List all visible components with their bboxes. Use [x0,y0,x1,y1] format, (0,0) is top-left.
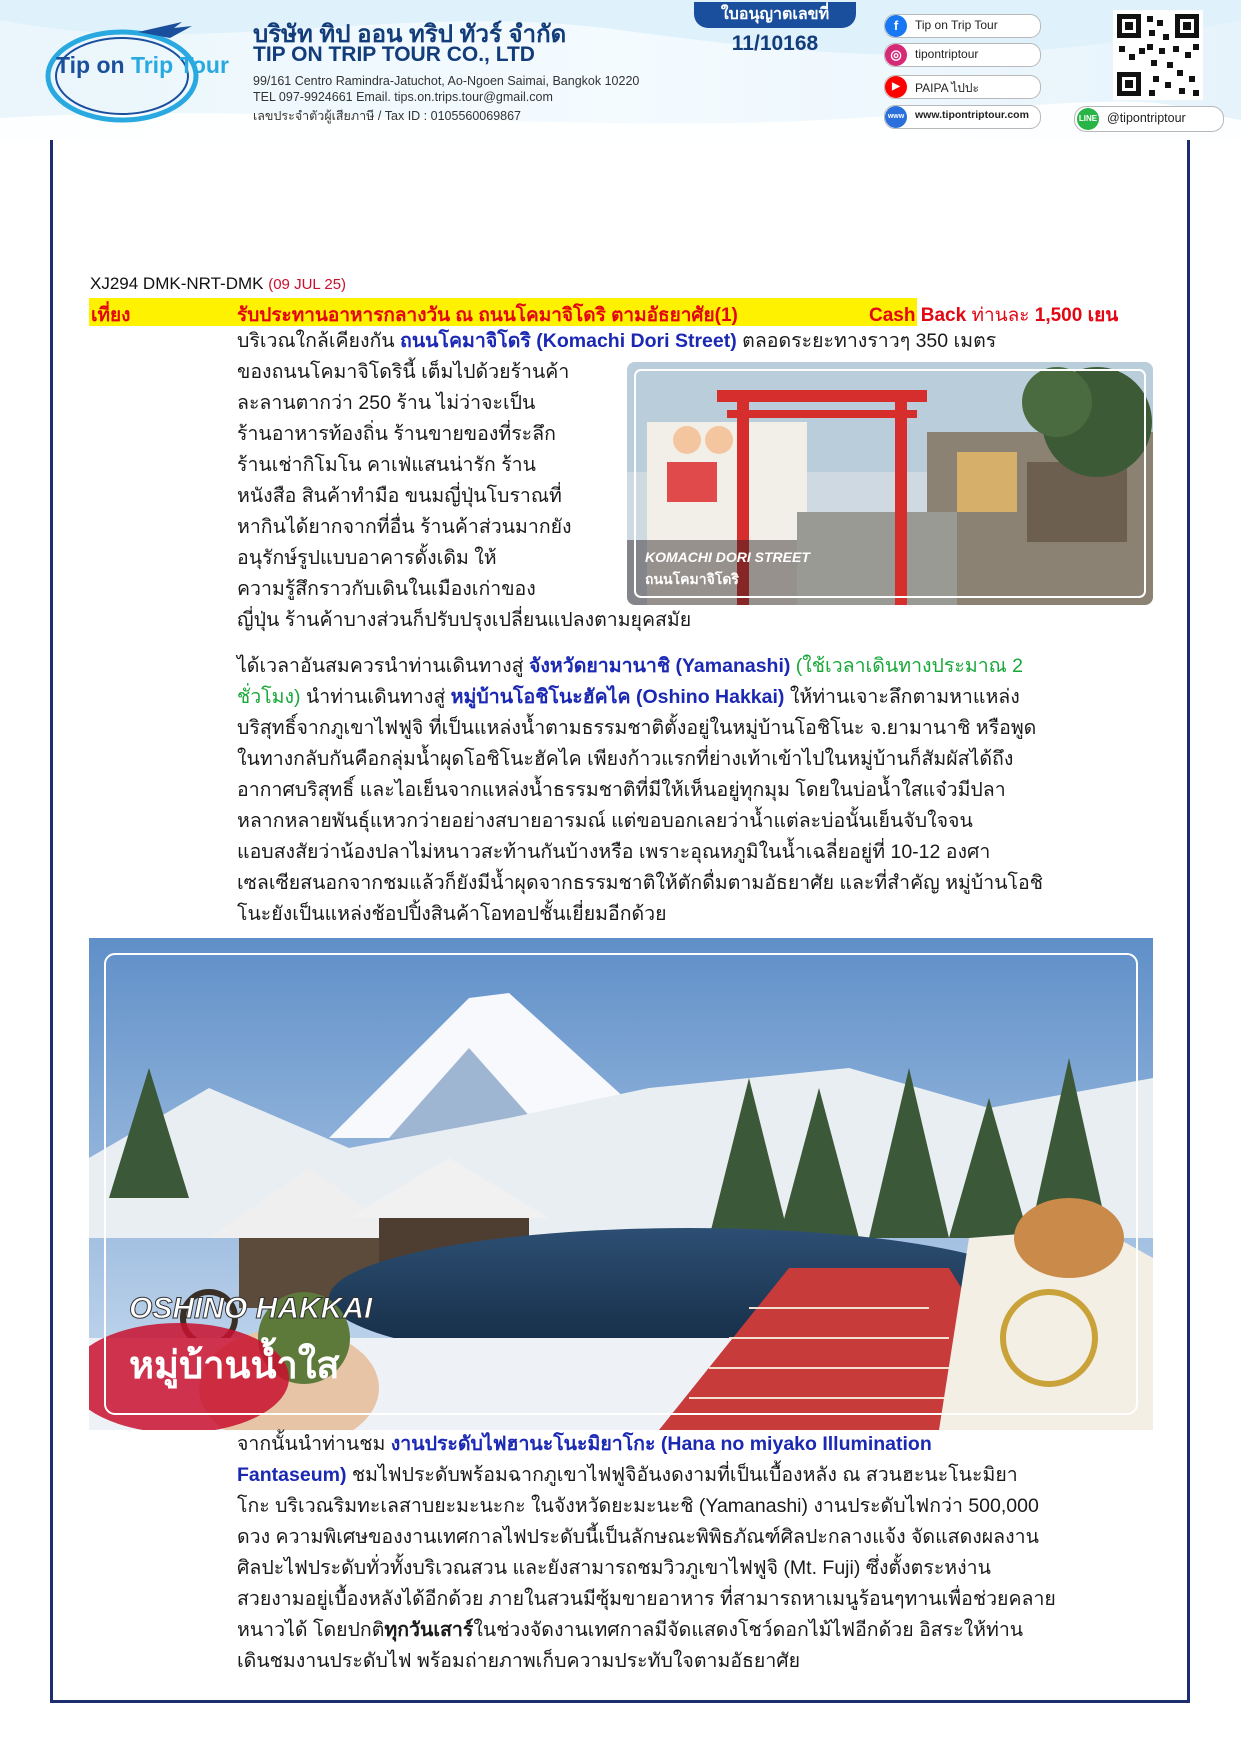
qr-code[interactable] [1113,10,1203,100]
meal-row [89,298,1153,326]
company-contact: TEL 097-9924661 Email. tips.on.trips.tour@gmail.com [253,90,553,104]
facebook-icon: f [885,15,907,37]
yamanashi-name: จังหวัดยามานาชิ (Yamanashi) [528,655,791,677]
social-facebook[interactable]: f Tip on Trip Tour [884,14,1041,38]
tour-date: (09 JUL 25) [268,276,347,293]
license-number: 11/10168 [731,32,819,55]
photo-caption-th: ถนนโคมาจิโดริ [645,571,739,587]
page-header [0,0,1241,140]
instagram-icon: ◎ [885,44,907,66]
page-frame-left [50,140,53,1703]
company-name-thai: บริษัท ทิป ออน ทริป ทัวร์ จำกัด [253,21,567,48]
komachi-street-photo [627,362,1153,605]
komachi-description-end: ญี่ปุ่น ร้านค้าบางส่วนก็ปรับปรุงเปลี่ยนแปลงตามยุคสมัย [237,609,692,631]
company-name-english: TIP ON TRIP TOUR CO., LTD [253,43,535,66]
logo-wordmark: Tip on Trip Tour [56,52,229,78]
hana-illumination-name: งานประดับไฟฮานะโนะมิยาโกะ (Hana no miyako Illumination [390,1433,932,1455]
komachi-intro: บริเวณใกล้เคียงกัน ถนนโคมาจิโดริ (Komachi Dori Street) ตลอดระยะทางราวๆ 350 เมตร [237,330,997,352]
komachi-place-name: ถนนโคมาจิโดริ (Komachi Dori Street) [400,330,737,352]
saturday-emphasis: ทุกวันเสาร์ [384,1619,474,1641]
oshino-hakkai-photo [89,938,1153,1430]
komachi-description: ของถนนโคมาจิโดรินี้ เต็มไปด้วยร้านค้า ละลานตากว่า 250 ร้าน ไม่ว่าจะเป็น ร้านอาหารท้องถิ่น ร้านขายของที่ระลึก ร้านเช่ากิโมโน คาเฟ่แสนน่ารัก ร้าน หนังสือ สินค้าทำมือ ขนมญี่ปุ่นโบราณที่ หากินได้ยากจากที่อื่น ร้านค้าส่วนมากยัง อนุรักษ์รูปแบบอาคารดั้งเดิม ให้ ความรู้สึกราวกับเดินในเมืองเก่าของ [237,361,572,600]
oshino-hakkai-name: หมู่บ้านโอชิโนะฮัคไค (Oshino Hakkai) [450,686,785,708]
photo-title-en: OSHINO HAKKAI [129,1292,373,1325]
cashback-note: Cash Back ท่านละ 1,500 เยน [869,305,1119,326]
photo-caption-en: KOMACHI DORI STREET [645,549,810,565]
hana-illumination-description: จากนั้นนำท่านชม งานประดับไฟฮานะโนะมิยาโกะ (Hana no miyako Illumination Fantaseum) ชมไฟประดับพร้อมฉากภูเขาไฟฟูจิอันงดงามที่เป็นเบื้องหลัง ณ สวนฮะนะโนะมิยา โกะ บริเวณริมทะเลสาบยะมะนะกะ ในจังหวัดยะมะนะชิ (Yamanashi) งานประดับไฟกว่า 500,000 ดวง ความพิเศษของงานเทศกาลไฟประดับนี้เป็นลักษณะพิพิธภัณฑ์ศิลปะกลางแจ้ง จัดแสดงผลงาน ศิลปะไฟประดับทั่วทั้งบริเวณสวน และยังสามารถชมวิวภูเขาไฟฟูจิ (Mt. Fuji) ซึ่งตั้งตระหง่าน สวยงามอยู่เบื้องหลังได้อีกด้วย ภายในสวนมีซุ้มขายอาหาร ที่สามารถหาเมนูร้อนๆทานเพื่อช่วยคลาย หนาวได้ โดยปกติทุกวันเสาร์ในช่วงจัดงานเทศกาลมีจัดแสดงโชว์ดอกไม้ไฟอีกด้วย อิสระให้ท่าน เดินชมงานประดับไฟ พร้อมถ่ายภาพเก็บความประทับใจตามอัธยาศัย [237,1433,1056,1672]
photo-title-th: หมู่บ้านน้ำใส [129,1345,340,1387]
social-website[interactable]: www www.tipontriptour.com [884,105,1041,129]
line-icon: LINE [1077,108,1099,130]
social-instagram[interactable]: ◎ tipontriptour [884,43,1041,67]
company-address: 99/161 Centro Ramindra-Jatuchot, Ao-Ngoen Saimai, Bangkok 10220 [253,74,640,88]
page-frame-bottom [50,1700,1190,1703]
social-line[interactable]: LINE @tipontriptour [1074,106,1224,132]
meal-label: เที่ยง [91,305,131,326]
website-icon: www [885,106,907,128]
youtube-icon: ▶ [885,76,907,98]
license-label: ใบอนุญาตเลขที่ [694,2,856,28]
meal-description: รับประทานอาหารกลางวัน ณ ถนนโคมาจิโดริ ตามอัธยาศัย(1) [237,305,738,326]
company-tax-id: เลขประจำตัวผู้เสียภาษี / Tax ID : 0105560069867 [253,109,522,123]
tour-code: XJ294 DMK-NRT-DMK (09 JUL 25) [90,274,347,293]
page-frame-right [1187,140,1190,1703]
oshino-description: ได้เวลาอันสมควรนำท่านเดินทางสู่ จังหวัดยามานาชิ (Yamanashi) (ใช้เวลาเดินทางประมาณ 2 ชั่วโมง) นำท่านเดินทางสู่ หมู่บ้านโอชิโนะฮัคไค (Oshino Hakkai) ให้ท่านเจาะลึกตามหาแหล่ง บริสุทธิ์จากภูเขาไฟฟูจิ ที่เป็นแหล่งน้ำตามธรรมชาติตั้งอยู่ในหมู่บ้านโอชิโนะ จ.ยามานาชิ หรือพูด ในทางกลับกันคือกลุ่มน้ำผุดโอชิโนะฮัคไค เพียงก้าวแรกที่ย่างเท้าเข้าไปในหมู่บ้านก็สัมผัสได้ถึง อากาศบริสุทธิ์ และไอเย็นจากแหล่งน้ำธรรมชาติที่มีให้เห็นอยู่ทุกมุม โดยในบ่อน้ำใสแจ๋วมีปลา หลากหลายพันธุ์แหวกว่ายอย่างสบายอารมณ์ แต่ขอบอกเลยว่าน้ำแต่ละบ่อนั้นเย็นจับใจจน แอบสงสัยว่าน้องปลาไม่หนาวสะท้านกันบ้างหรือ เพราะอุณหภูมิในน้ำเฉลี่ยอยู่ที่ 10-12 องศา เซลเซียสนอกจากชมแล้วก็ยังมีน้ำผุดจากธรรมชาติให้ตักดื่มตามอัธยาศัย และที่สำคัญ หมู่บ้านโอชิ โนะยังเป็นแหล่งช้อปปิ้งสินค้าโอทอปชั้นเยี่ยมอีกด้วย [237,655,1043,925]
social-youtube[interactable]: ▶ PAIPA ไปปะ [884,75,1041,99]
